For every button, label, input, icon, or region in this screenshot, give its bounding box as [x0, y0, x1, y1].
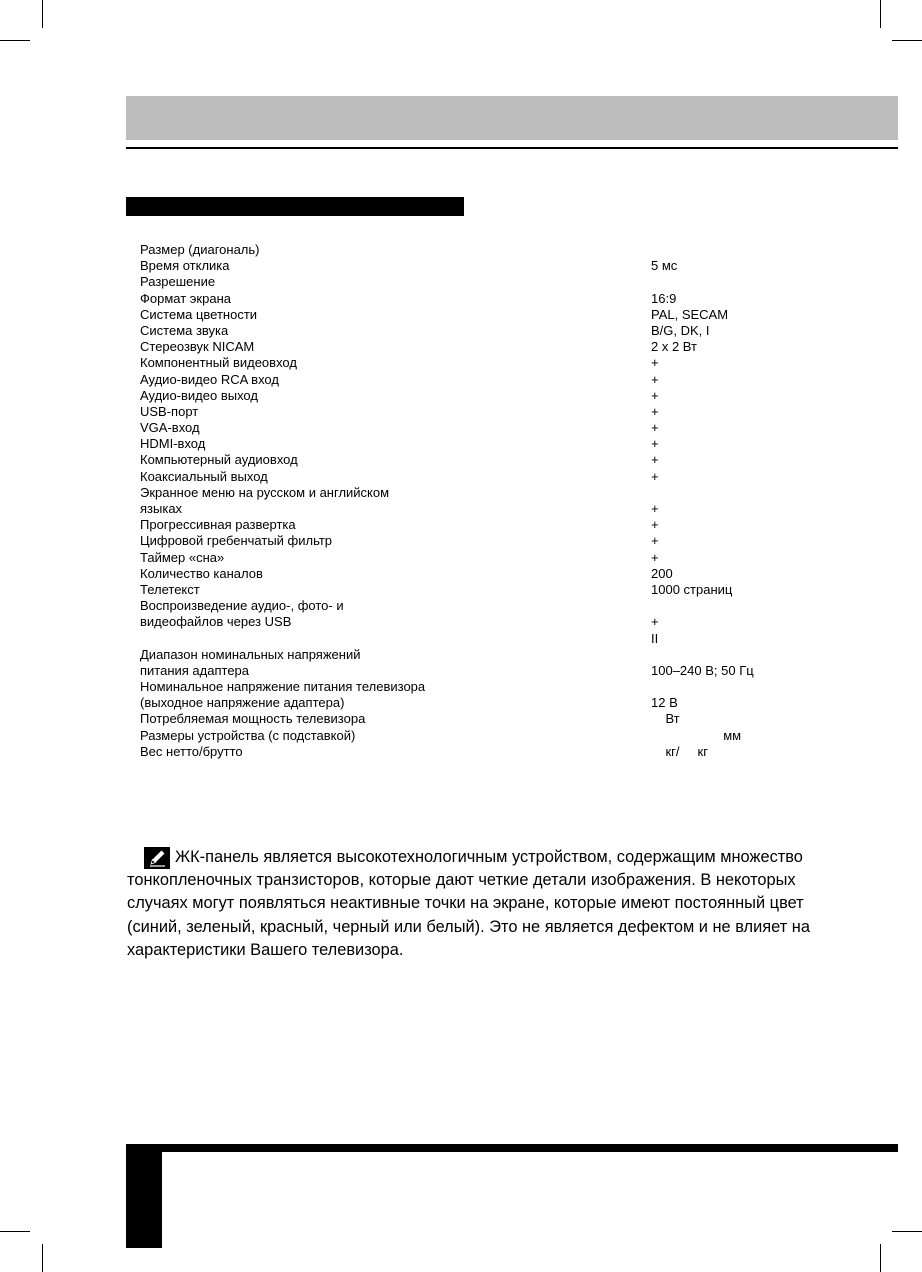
spec-value: 2 x 2 Вт: [651, 339, 697, 355]
spec-row: [140, 663, 840, 679]
spec-row: [140, 744, 840, 760]
spec-label: языках: [140, 501, 183, 516]
spec-row: [140, 307, 840, 323]
specifications-table: [140, 242, 840, 760]
spec-value: +: [651, 355, 659, 371]
spec-value: +: [651, 468, 659, 484]
spec-value: +: [651, 420, 659, 436]
crop-mark: [880, 1244, 881, 1272]
spec-label: Система цветности: [140, 306, 258, 322]
spec-row: [140, 485, 840, 501]
spec-label: Телетекст: [140, 581, 200, 597]
spec-row: [140, 582, 840, 598]
spec-row: [140, 242, 840, 258]
crop-mark: [0, 40, 30, 41]
spec-value: +: [651, 614, 659, 630]
spec-row: [140, 452, 840, 468]
spec-row: [140, 501, 840, 517]
spec-row: [140, 258, 840, 274]
header-bar: [126, 96, 898, 140]
spec-label: Формат экрана: [140, 290, 231, 306]
spec-row: [140, 598, 840, 614]
spec-value: мм: [651, 727, 742, 743]
spec-label: Размеры устройства (с подставкой): [140, 727, 356, 743]
spec-label: HDMI-вход: [140, 436, 206, 452]
spec-value: +: [651, 436, 659, 452]
spec-row: [140, 291, 840, 307]
crop-mark: [892, 1231, 922, 1232]
lcd-note-paragraph: ЖК-панель является высокотехнологичным устройством, содержащим множество тонкопленочных транзисторов, которые дают четкие детали изображения. В некоторых случаях могут появляться неактивные точки на экране, которые имеют постоянный цвет (синий, зеленый, красный, черный или белый). Это не является дефектом и не влияет на характеристики Вашего телевизора.: [127, 848, 810, 959]
spec-label: Прогрессивная развертка: [140, 517, 296, 533]
spec-value: +: [651, 371, 659, 387]
spec-value: +: [651, 387, 659, 403]
spec-label: Воспроизведение аудио-, фото- и: [140, 598, 344, 614]
spec-label: Диапазон номинальных напряжений: [140, 646, 361, 662]
spec-row: [140, 355, 840, 371]
spec-row: [140, 679, 840, 695]
spec-value: +: [651, 452, 659, 468]
spec-value: кг/ кг: [651, 743, 708, 759]
spec-row: [140, 631, 840, 647]
spec-value: +: [651, 517, 659, 533]
spec-label: Система звука: [140, 322, 229, 338]
crop-mark: [892, 40, 922, 41]
spec-label: USB-порт: [140, 403, 199, 419]
section-title-bar: [126, 197, 464, 216]
crop-mark: [880, 0, 881, 28]
spec-label: Компьютерный аудиовход: [140, 452, 298, 468]
spec-label: Количество каналов: [140, 565, 263, 581]
spec-label: Вес нетто/брутто: [140, 743, 243, 759]
spec-row: [140, 647, 840, 663]
spec-value: 12 В: [651, 695, 678, 711]
spec-row: [140, 388, 840, 404]
spec-value: Вт: [651, 711, 680, 727]
spec-value: +: [651, 533, 659, 549]
spec-row: [140, 274, 840, 290]
spec-label: питания адаптера: [140, 662, 250, 678]
spec-row: [140, 404, 840, 420]
spec-label: Стереозвук NICAM: [140, 339, 255, 355]
spec-row: [140, 711, 840, 727]
spec-value: +: [651, 403, 659, 419]
spec-value: 5 мс: [651, 258, 678, 274]
footer-page-tab: [126, 1144, 162, 1248]
spec-label: видеофайлов через USB: [140, 614, 292, 630]
spec-row: [140, 469, 840, 485]
spec-label: Компонентный видеовход: [140, 355, 297, 371]
spec-value: 1000 страниц: [651, 581, 733, 597]
crop-mark: [42, 1244, 43, 1272]
spec-label: Время отклика: [140, 258, 230, 274]
spec-label: Коаксиальный выход: [140, 468, 268, 484]
spec-value: 200: [651, 565, 673, 581]
crop-mark: [42, 0, 43, 28]
spec-label: Номинальное напряжение питания телевизора: [140, 679, 426, 695]
spec-row: [140, 614, 840, 630]
spec-label: Потребляемая мощность телевизора: [140, 711, 366, 727]
spec-label: Аудио-видео выход: [140, 387, 258, 403]
spec-label: Таймер «сна»: [140, 549, 225, 565]
footer-rule: [126, 1144, 898, 1152]
spec-row: [140, 695, 840, 711]
spec-label: VGA-вход: [140, 420, 200, 436]
spec-value: +: [651, 549, 659, 565]
spec-label: Размер (диагональ): [140, 242, 260, 257]
spec-label: Аудио-видео RCA вход: [140, 371, 279, 387]
spec-value: 100–240 В; 50 Гц: [651, 662, 754, 678]
spec-row: [140, 566, 840, 582]
spec-row: [140, 420, 840, 436]
crop-mark: [0, 1231, 30, 1232]
header-rule: [126, 147, 898, 149]
spec-value: PAL, SECAM: [651, 306, 729, 322]
spec-row: [140, 436, 840, 452]
spec-label: Экранное меню на русском и английском: [140, 484, 390, 500]
spec-row: [140, 323, 840, 339]
spec-label: Цифровой гребенчатый фильтр: [140, 533, 333, 549]
spec-row: [140, 533, 840, 549]
spec-row: [140, 372, 840, 388]
spec-label: Разрешение: [140, 274, 216, 290]
spec-value: 16:9: [651, 290, 677, 306]
spec-value: B/G, DK, I: [651, 322, 710, 338]
spec-row: [140, 339, 840, 355]
spec-value: +: [651, 501, 659, 516]
spec-row: [140, 550, 840, 566]
spec-value: II: [651, 630, 659, 646]
spec-row: [140, 728, 840, 744]
spec-label: (выходное напряжение адаптера): [140, 695, 345, 711]
spec-row: [140, 517, 840, 533]
